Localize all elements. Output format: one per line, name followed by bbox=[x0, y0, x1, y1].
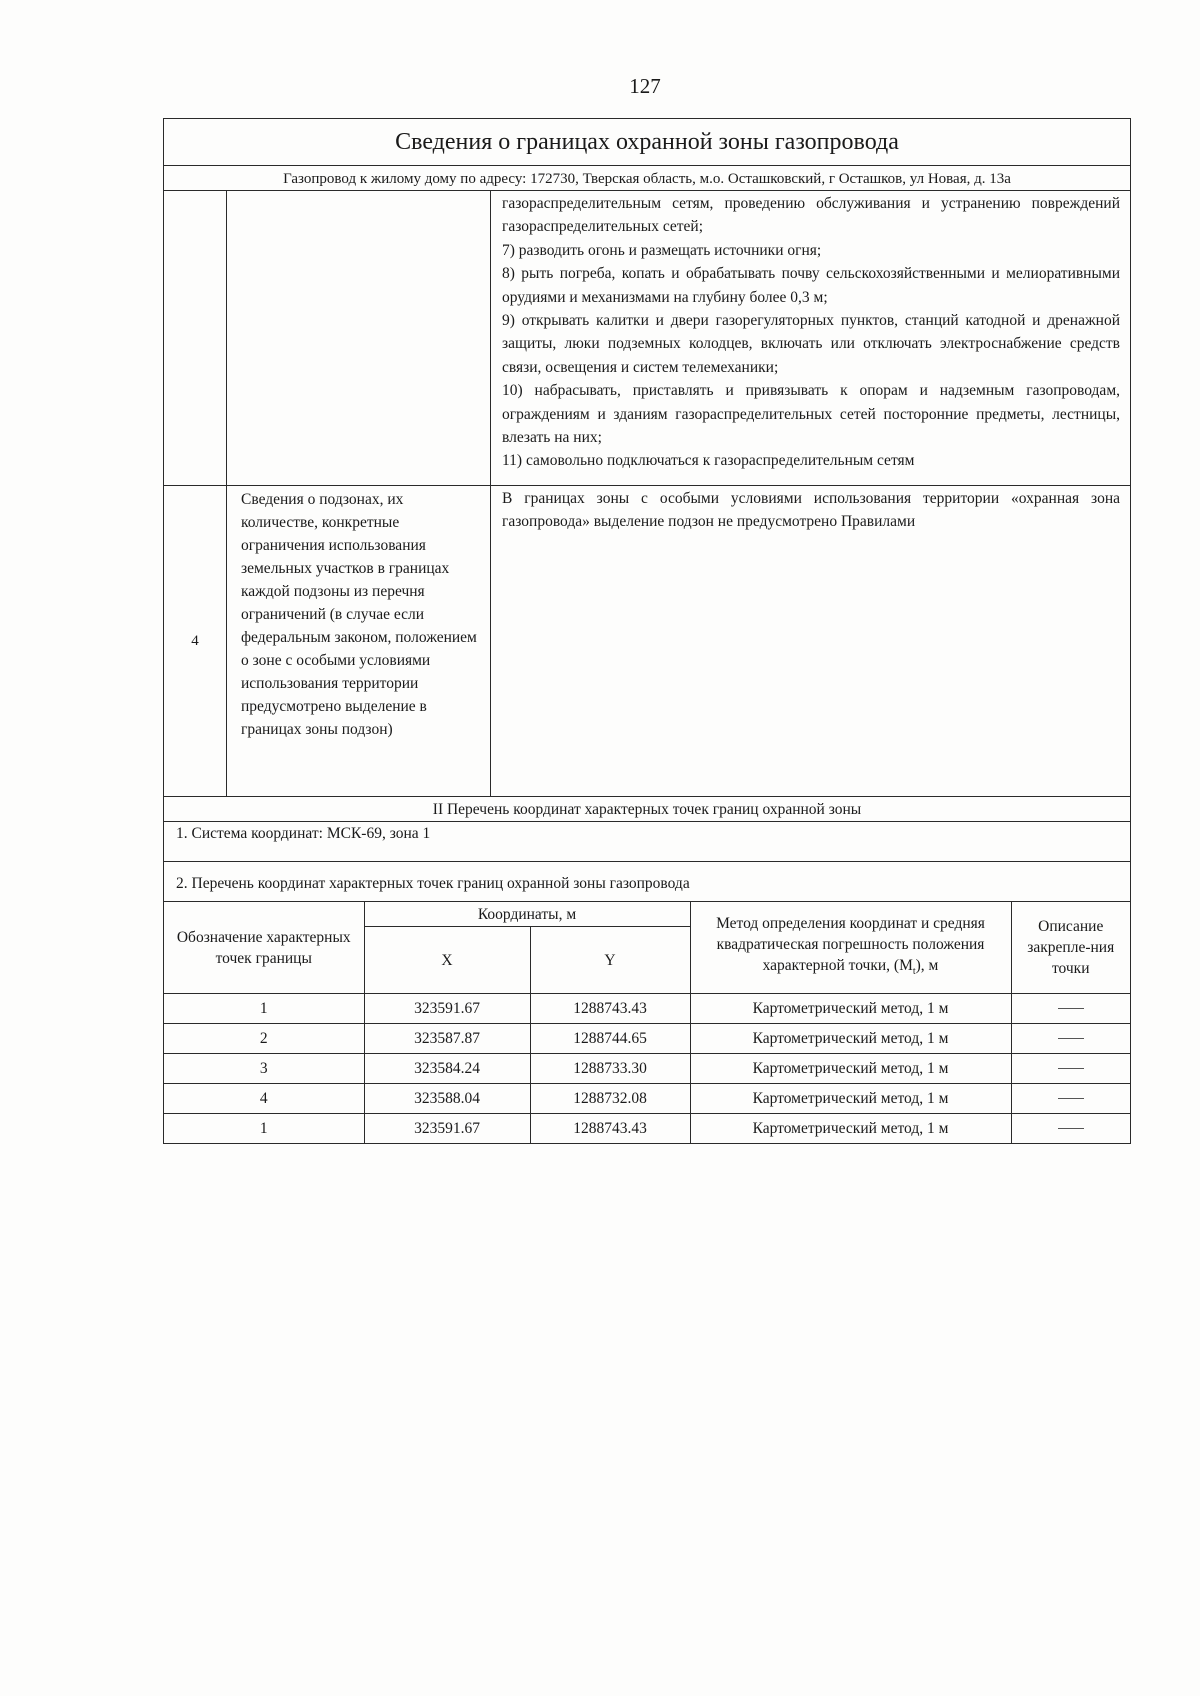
dash-icon bbox=[1058, 1098, 1084, 1099]
dash-icon bbox=[1058, 1068, 1084, 1069]
description-cell bbox=[1011, 1084, 1130, 1114]
coordinates-table bbox=[164, 902, 1130, 1143]
subzones-description: В границах зоны с особыми условиями использования территории «охранная зона газопровода» выделение подзон не предусмотрено Правилами bbox=[502, 490, 1120, 531]
y-cell: 1288733.30 bbox=[530, 1054, 690, 1084]
x-header: X bbox=[364, 927, 530, 994]
designation-header: Обозначение характерных точек границы bbox=[164, 902, 364, 994]
point-cell: 4 bbox=[164, 1084, 364, 1114]
table-row bbox=[164, 1084, 1130, 1114]
point-cell: 3 bbox=[164, 1054, 364, 1084]
description-cell bbox=[1011, 1024, 1130, 1054]
method-header-main: Метод определения координат и средняя квадратическая погрешность положения характерной точки, (M bbox=[716, 914, 985, 974]
y-cell: 1288732.08 bbox=[530, 1084, 690, 1114]
y-cell: 1288743.43 bbox=[530, 1114, 690, 1144]
y-cell: 1288744.65 bbox=[530, 1024, 690, 1054]
method-cell: Картометрический метод, 1 м bbox=[690, 994, 1011, 1024]
restriction-paragraph: 11) самовольно подключаться к газораспределительным сетям bbox=[502, 452, 915, 470]
subzones-label: Сведения о подзонах, их количестве, конкретные ограничения использования земельных участков в границах каждой подзоны из перечня ограничений (в случае если федеральным законом, положением о зоне с особыми условиями использования территории предусмотрено выделение в границах зоны подзон) bbox=[227, 486, 491, 796]
x-cell: 323584.24 bbox=[364, 1054, 530, 1084]
coordinate-system: 1. Система координат: МСК-69, зона 1 bbox=[164, 822, 1130, 862]
coordinates-list-title: 2. Перечень координат характерных точек границ охранной зоны газопровода bbox=[164, 862, 1130, 902]
method-cell: Картометрический метод, 1 м bbox=[690, 1054, 1011, 1084]
method-cell: Картометрический метод, 1 м bbox=[690, 1024, 1011, 1054]
pipeline-address: Газопровод к жилому дому по адресу: 172730, Тверская область, м.о. Осташковский, г Осташков, ул Новая, д. 13а bbox=[164, 166, 1130, 191]
x-cell: 323591.67 bbox=[364, 1114, 530, 1144]
document-title: Сведения о границах охранной зоны газопровода bbox=[164, 119, 1130, 166]
restriction-paragraph: 7) разводить огонь и размещать источники огня; bbox=[502, 241, 822, 259]
y-header: Y bbox=[530, 927, 690, 994]
description-header: Описание закрепле-ния точки bbox=[1011, 902, 1130, 994]
table-row bbox=[164, 1054, 1130, 1084]
restriction-paragraph: 9) открывать калитки и двери газорегуляторных пунктов, станций катодной и дренажной защиты, люки подземных колодцев, включать или отключать электроснабжение средств связи, освещения и систем телемеханики; bbox=[502, 312, 1120, 376]
dash-icon bbox=[1058, 1008, 1084, 1009]
page-number: 127 bbox=[629, 74, 661, 98]
x-cell: 323587.87 bbox=[364, 1024, 530, 1054]
row-number-empty bbox=[164, 191, 227, 485]
restrictions-continuation-row bbox=[164, 191, 1130, 486]
protection-zone-document bbox=[163, 118, 1131, 1144]
method-header bbox=[690, 902, 1011, 994]
dash-icon bbox=[1058, 1128, 1084, 1129]
restrictions-continuation-text bbox=[491, 191, 1130, 485]
restriction-paragraph: 10) набрасывать, приставлять и привязывать к опорам и надземным газопроводам, ограждениям и зданиям газораспределительных сетей посторонние предметы, лестницы, влезать на них; bbox=[502, 382, 1120, 447]
point-cell: 1 bbox=[164, 1114, 364, 1144]
description-cell bbox=[1011, 1114, 1130, 1144]
table-row bbox=[164, 1024, 1130, 1054]
method-header-end: ), м bbox=[915, 956, 939, 974]
table-row bbox=[164, 1114, 1130, 1144]
coordinates-section-title: II Перечень координат характерных точек границ охранной зоны bbox=[164, 797, 1130, 822]
method-header-subscript: t bbox=[912, 966, 916, 978]
row-name-empty bbox=[227, 191, 491, 485]
description-cell bbox=[1011, 994, 1130, 1024]
dash-icon bbox=[1058, 1038, 1084, 1039]
x-cell: 323588.04 bbox=[364, 1084, 530, 1114]
subzones-row bbox=[164, 486, 1130, 797]
coordinates-header: Координаты, м bbox=[364, 902, 690, 927]
x-cell: 323591.67 bbox=[364, 994, 530, 1024]
method-cell: Картометрический метод, 1 м bbox=[690, 1114, 1011, 1144]
method-cell: Картометрический метод, 1 м bbox=[690, 1084, 1011, 1114]
restriction-paragraph: газораспределительным сетям, проведению обслуживания и устранению повреждений газораспределительных сетей; bbox=[502, 195, 1120, 236]
row-number: 4 bbox=[164, 486, 227, 796]
restriction-paragraph: 8) рыть погреба, копать и обрабатывать почву сельскохозяйственными и мелиоративными орудиями и механизмами на глубину более 0,3 м; bbox=[502, 265, 1120, 306]
description-cell bbox=[1011, 1054, 1130, 1084]
y-cell: 1288743.43 bbox=[530, 994, 690, 1024]
table-row bbox=[164, 994, 1130, 1024]
point-cell: 1 bbox=[164, 994, 364, 1024]
point-cell: 2 bbox=[164, 1024, 364, 1054]
